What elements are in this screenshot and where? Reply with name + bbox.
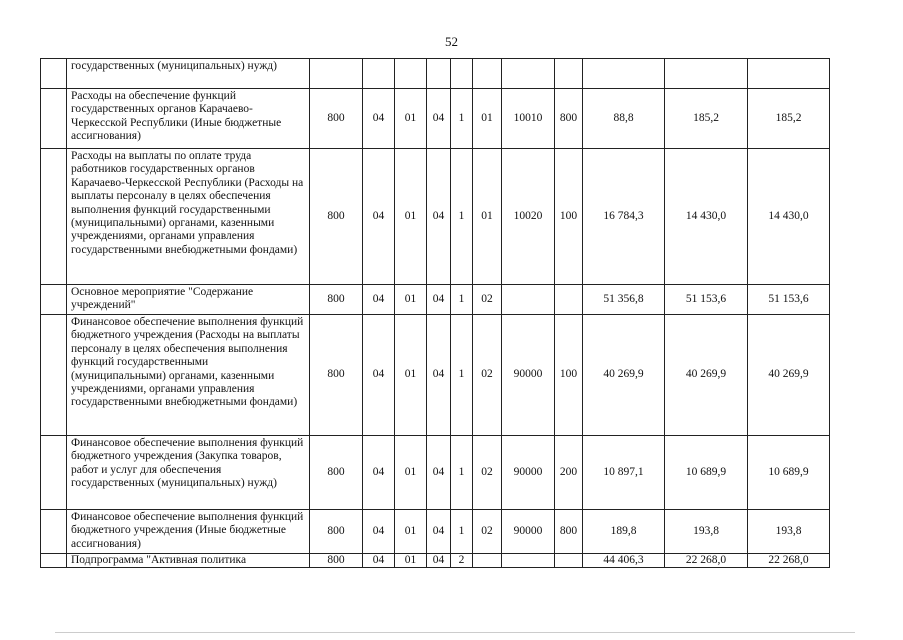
table-row <box>41 315 830 436</box>
admin-code: 800 <box>310 436 363 510</box>
amount-year-3: 193,8 <box>748 510 830 554</box>
row-index-cell <box>41 554 67 568</box>
program-code: 04 <box>427 436 451 510</box>
section-code: 04 <box>363 285 395 315</box>
row-index-cell <box>41 59 67 89</box>
subsection-code <box>395 59 427 89</box>
event-code: 02 <box>473 285 502 315</box>
expense-type-code: 100 <box>555 149 583 285</box>
direction-code <box>502 285 555 315</box>
subprogram-code: 1 <box>451 510 473 554</box>
row-description: Подпрограмма "Активная политика <box>67 554 310 568</box>
amount-year-3: 10 689,9 <box>748 436 830 510</box>
event-code: 02 <box>473 315 502 436</box>
amount-year-1: 88,8 <box>583 89 665 149</box>
program-code <box>427 59 451 89</box>
program-code: 04 <box>427 89 451 149</box>
section-code: 04 <box>363 89 395 149</box>
admin-code: 800 <box>310 149 363 285</box>
expense-type-code <box>555 285 583 315</box>
amount-year-1: 40 269,9 <box>583 315 665 436</box>
section-code: 04 <box>363 436 395 510</box>
row-index-cell <box>41 510 67 554</box>
direction-code: 90000 <box>502 315 555 436</box>
table-row <box>41 89 830 149</box>
subsection-code: 01 <box>395 315 427 436</box>
expense-type-code <box>555 554 583 568</box>
amount-year-3: 51 153,6 <box>748 285 830 315</box>
table-row <box>41 436 830 510</box>
direction-code: 90000 <box>502 436 555 510</box>
direction-code <box>502 59 555 89</box>
program-code: 04 <box>427 149 451 285</box>
amount-year-1: 51 356,8 <box>583 285 665 315</box>
amount-year-1 <box>583 59 665 89</box>
subprogram-code: 1 <box>451 285 473 315</box>
program-code: 04 <box>427 285 451 315</box>
table-row <box>41 554 830 568</box>
event-code <box>473 59 502 89</box>
expense-type-code: 200 <box>555 436 583 510</box>
admin-code: 800 <box>310 315 363 436</box>
section-code: 04 <box>363 149 395 285</box>
section-code: 04 <box>363 510 395 554</box>
expense-type-code: 100 <box>555 315 583 436</box>
page-number: 52 <box>445 34 458 49</box>
row-index-cell <box>41 89 67 149</box>
event-code: 01 <box>473 149 502 285</box>
table-row <box>41 59 830 89</box>
row-description: Расходы на обеспечение функций государственных органов Карачаево-Черкесской Республики (Иные бюджетные ассигнования) <box>67 89 310 149</box>
direction-code: 10020 <box>502 149 555 285</box>
row-description: государственных (муниципальных) нужд) <box>67 59 310 89</box>
event-code <box>473 554 502 568</box>
expense-type-code <box>555 59 583 89</box>
amount-year-2: 10 689,9 <box>665 436 748 510</box>
subprogram-code: 1 <box>451 149 473 285</box>
subsection-code: 01 <box>395 510 427 554</box>
table-row <box>41 285 830 315</box>
row-description: Финансовое обеспечение выполнения функций бюджетного учреждения (Расходы на выплаты персоналу в целях обеспечения выполнения функций государственными (муниципальными) органами, казенными учреждениями, органами управления государственными внебюджетными фондами) <box>67 315 310 436</box>
table-row <box>41 510 830 554</box>
admin-code: 800 <box>310 510 363 554</box>
row-description: Расходы на выплаты по оплате труда работников государственных органов Карачаево-Черкесской Республики (Расходы на выплаты персоналу в целях обеспечения выполнения функций государственными (муниципальными) органами, казенными учреждениями, органами управления государственными внебюджетными фондами) <box>67 149 310 285</box>
amount-year-2: 51 153,6 <box>665 285 748 315</box>
amount-year-3 <box>748 59 830 89</box>
subprogram-code: 2 <box>451 554 473 568</box>
row-index-cell <box>41 285 67 315</box>
amount-year-1: 16 784,3 <box>583 149 665 285</box>
amount-year-2: 40 269,9 <box>665 315 748 436</box>
subprogram-code: 1 <box>451 315 473 436</box>
admin-code: 800 <box>310 285 363 315</box>
subprogram-code <box>451 59 473 89</box>
page-bottom-rule <box>55 632 855 633</box>
admin-code <box>310 59 363 89</box>
subprogram-code: 1 <box>451 436 473 510</box>
subsection-code: 01 <box>395 285 427 315</box>
row-index-cell <box>41 436 67 510</box>
section-code: 04 <box>363 315 395 436</box>
direction-code <box>502 554 555 568</box>
expense-type-code: 800 <box>555 89 583 149</box>
admin-code: 800 <box>310 554 363 568</box>
event-code: 01 <box>473 89 502 149</box>
row-index-cell <box>41 315 67 436</box>
amount-year-2 <box>665 59 748 89</box>
program-code: 04 <box>427 510 451 554</box>
row-description: Финансовое обеспечение выполнения функций бюджетного учреждения (Иные бюджетные ассигнования) <box>67 510 310 554</box>
amount-year-2: 14 430,0 <box>665 149 748 285</box>
row-description: Основное мероприятие "Содержание учреждений" <box>67 285 310 315</box>
program-code: 04 <box>427 554 451 568</box>
amount-year-2: 22 268,0 <box>665 554 748 568</box>
row-index-cell <box>41 149 67 285</box>
row-description: Финансовое обеспечение выполнения функций бюджетного учреждения (Закупка товаров, работ и услуг для обеспечения государственных (муниципальных) нужд) <box>67 436 310 510</box>
amount-year-2: 185,2 <box>665 89 748 149</box>
expense-type-code: 800 <box>555 510 583 554</box>
subsection-code: 01 <box>395 89 427 149</box>
amount-year-3: 40 269,9 <box>748 315 830 436</box>
amount-year-1: 189,8 <box>583 510 665 554</box>
amount-year-2: 193,8 <box>665 510 748 554</box>
program-code: 04 <box>427 315 451 436</box>
section-code: 04 <box>363 554 395 568</box>
amount-year-3: 14 430,0 <box>748 149 830 285</box>
amount-year-3: 185,2 <box>748 89 830 149</box>
table-row <box>41 149 830 285</box>
subsection-code: 01 <box>395 149 427 285</box>
subsection-code: 01 <box>395 554 427 568</box>
admin-code: 800 <box>310 89 363 149</box>
event-code: 02 <box>473 510 502 554</box>
amount-year-1: 44 406,3 <box>583 554 665 568</box>
budget-table <box>40 58 830 568</box>
subsection-code: 01 <box>395 436 427 510</box>
direction-code: 10010 <box>502 89 555 149</box>
subprogram-code: 1 <box>451 89 473 149</box>
event-code: 02 <box>473 436 502 510</box>
amount-year-3: 22 268,0 <box>748 554 830 568</box>
direction-code: 90000 <box>502 510 555 554</box>
section-code <box>363 59 395 89</box>
amount-year-1: 10 897,1 <box>583 436 665 510</box>
